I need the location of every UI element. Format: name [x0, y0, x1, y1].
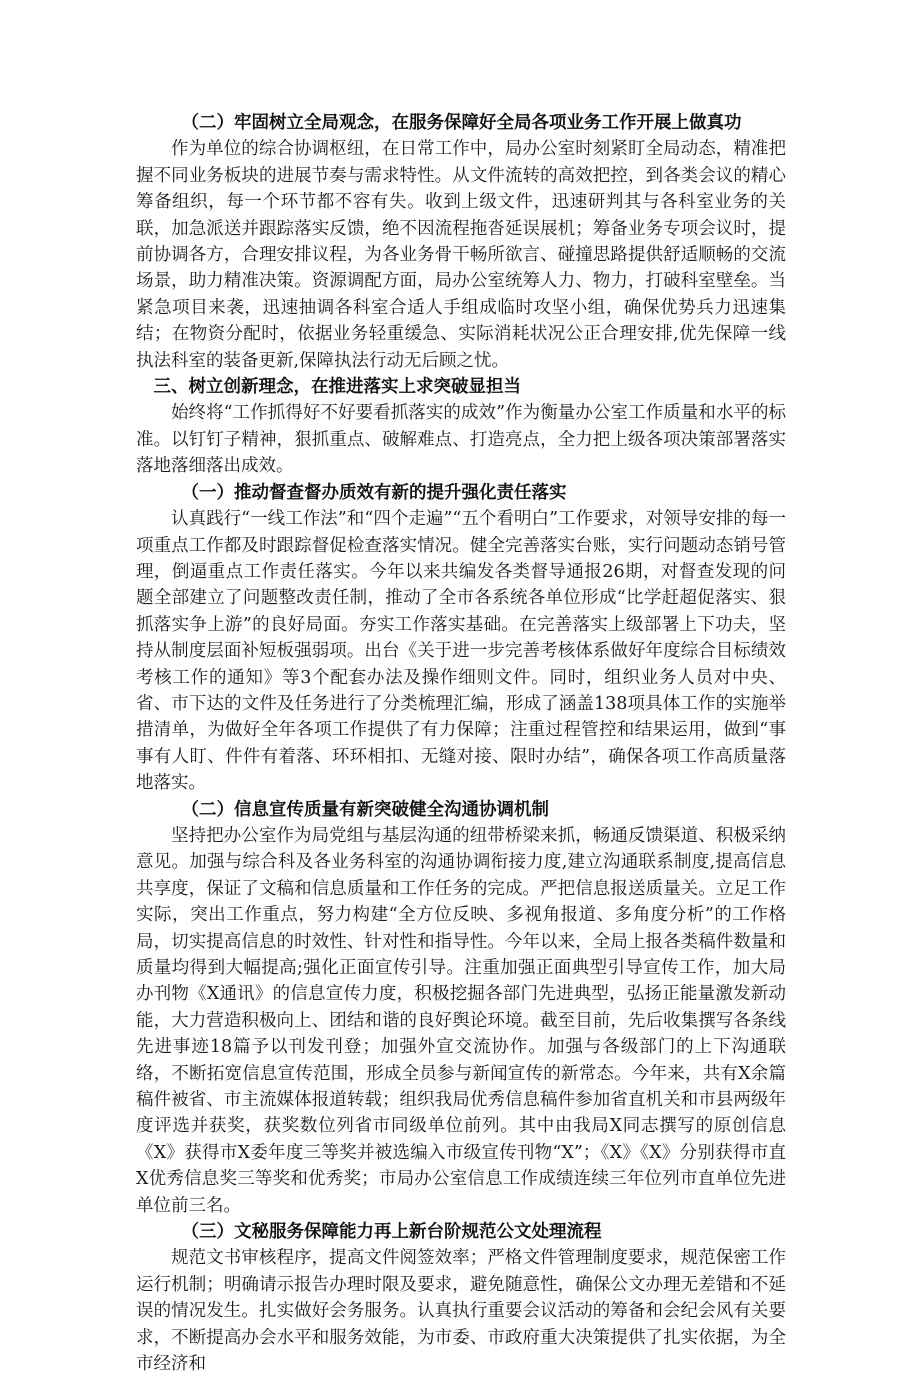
paragraph-4: 坚持把办公室作为局党组与基层沟通的纽带桥梁来抓，畅通反馈渠道、积极采纳意见。加强与综合科及各业务科室的沟通协调衔接力度,建立沟通联系制度,提高信息共享度，保证了文稿和信息质量和工作任务的完成。严把信息报送质量关。立足工作实际，突出工作重点，努力构建“全方位反映、多视角报道、多角度分析”的工作格局，切实提高信息的时效性、针对性和指导性。今年以来，全局上报各类稿件数量和质量均得到大幅提高;强化正面宣传引导。注重加强正面典型引导宣传工作，加大局办刊物《X通讯》的信息宣传力度，积极挖掘各部门先进典型，弘扬正能量激发新动能，大力营造积极向上、团结和谐的良好舆论环境。截至目前，先后收集撰写各条线先进事迹18篇予以刊发刊登；加强外宣交流协作。加强与各级部门的上下沟通联络，不断拓宽信息宣传范围，形成全员参与新闻宣传的新常态。今年来，共有X余篇稿件被省、市主流媒体报道转载；组织我局优秀信息稿件参加省直机关和市县两级年度评选并获奖，获奖数位列省市同级单位前列。其中由我局X同志撰写的原创信息《X》获得市X委年度三等奖并被选编入市级宣传刊物“X”；《X》《X》分别获得市直X优秀信息奖三等奖和优秀奖；市局办公室信息工作成绩连续三年位列市直单位先进单位前三名。	[136, 825, 786, 1216]
subheading-4: （三）文秘服务保障能力再上新台阶规范公文处理流程	[181, 1222, 602, 1243]
paragraph-3: 认真践行“一线工作法”和“四个走遍”“五个看明白”工作要求，对领导安排的每一项重点工作都及时跟踪督促检查落实情况。健全完善落实台账，实行问题动态销号管理，倒逼重点工作责任落实。今年以来共编发各类督导通报26期，对督查发现的问题全部建立了问题整改责任制，推动了全市各系统各单位形成“比学赶超促落实、狠抓落实争上游”的良好局面。夯实工作落实基础。在完善落实上级部署上下功夫，坚持从制度层面补短板强弱项。出台《关于进一步完善考核体系做好年度综合目标绩效考核工作的通知》等3个配套办法及操作细则文件。同时，组织业务人员对中央、省、市下达的文件及任务进行了分类梳理汇编，形成了涵盖138项具体工作的实施举措清单，为做好全年各项工作提供了有力保障；注重过程管控和结果运用，做到“事事有人盯、件件有着落、环环相扣、无缝对接、限时办结”，确保各项工作高质量落地落实。	[136, 509, 786, 794]
section-heading-3: 三、树立创新理念，在推进落实上求突破显担当	[153, 377, 521, 398]
subheading-2: （一）推动督查督办质效有新的提升强化责任落实	[181, 482, 567, 503]
paragraph-5: 规范文书审核程序，提高文件阅签效率；严格文件管理制度要求，规范保密工作运行机制；明确请示报告办理时限及要求，避免随意性，确保公文办理无差错和不延误的情况发生。扎实做好会务服务。认真执行重要会议活动的筹备和会纪会风有关要求，不断提高办会水平和服务效能，为市委、市政府重大决策提供了扎实依据，为全市经济和	[136, 1248, 786, 1375]
document-page	[136, 110, 786, 1378]
paragraph-1: 作为单位的综合协调枢纽，在日常工作中，局办公室时刻紧盯全局动态，精准把握不同业务板块的进展节奏与需求特性。从文件流转的高效把控，到各类会议的精心筹备组织，每一个环节都不容有失。收到上级文件，迅速研判其与各科室业务的关联，加急派送并跟踪落实反馈，绝不因流程拖沓延误展机；筹备业务专项会议时，提前协调各方，合理安排议程，为各业务骨干畅所欲言、碰撞思路提供舒适顺畅的交流场景，助力精准决策。资源调配方面，局办公室统筹人力、物力，打破科室壁垒。当紧急项目来袭，迅速抽调各科室合适人手组成临时攻坚小组，确保优势兵力迅速集结；在物资分配时，依据业务轻重缓急、实际消耗状况公正合理安排,优先保障一线执法科室的装备更新,保障执法行动无后顾之忧。	[136, 139, 786, 371]
subheading-3: （二）信息宣传质量有新突破健全沟通协调机制	[181, 799, 549, 820]
paragraph-2: 始终将“工作抓得好不好要看抓落实的成效”作为衡量办公室工作质量和水平的标准。以钉钉子精神，狠抓重点、破解难点、打造亮点，全力把上级各项决策部署落实落地落细落出成效。	[136, 403, 786, 477]
subheading-1: （二）牢固树立全局观念，在服务保障好全局各项业务工作开展上做真功	[181, 113, 742, 133]
